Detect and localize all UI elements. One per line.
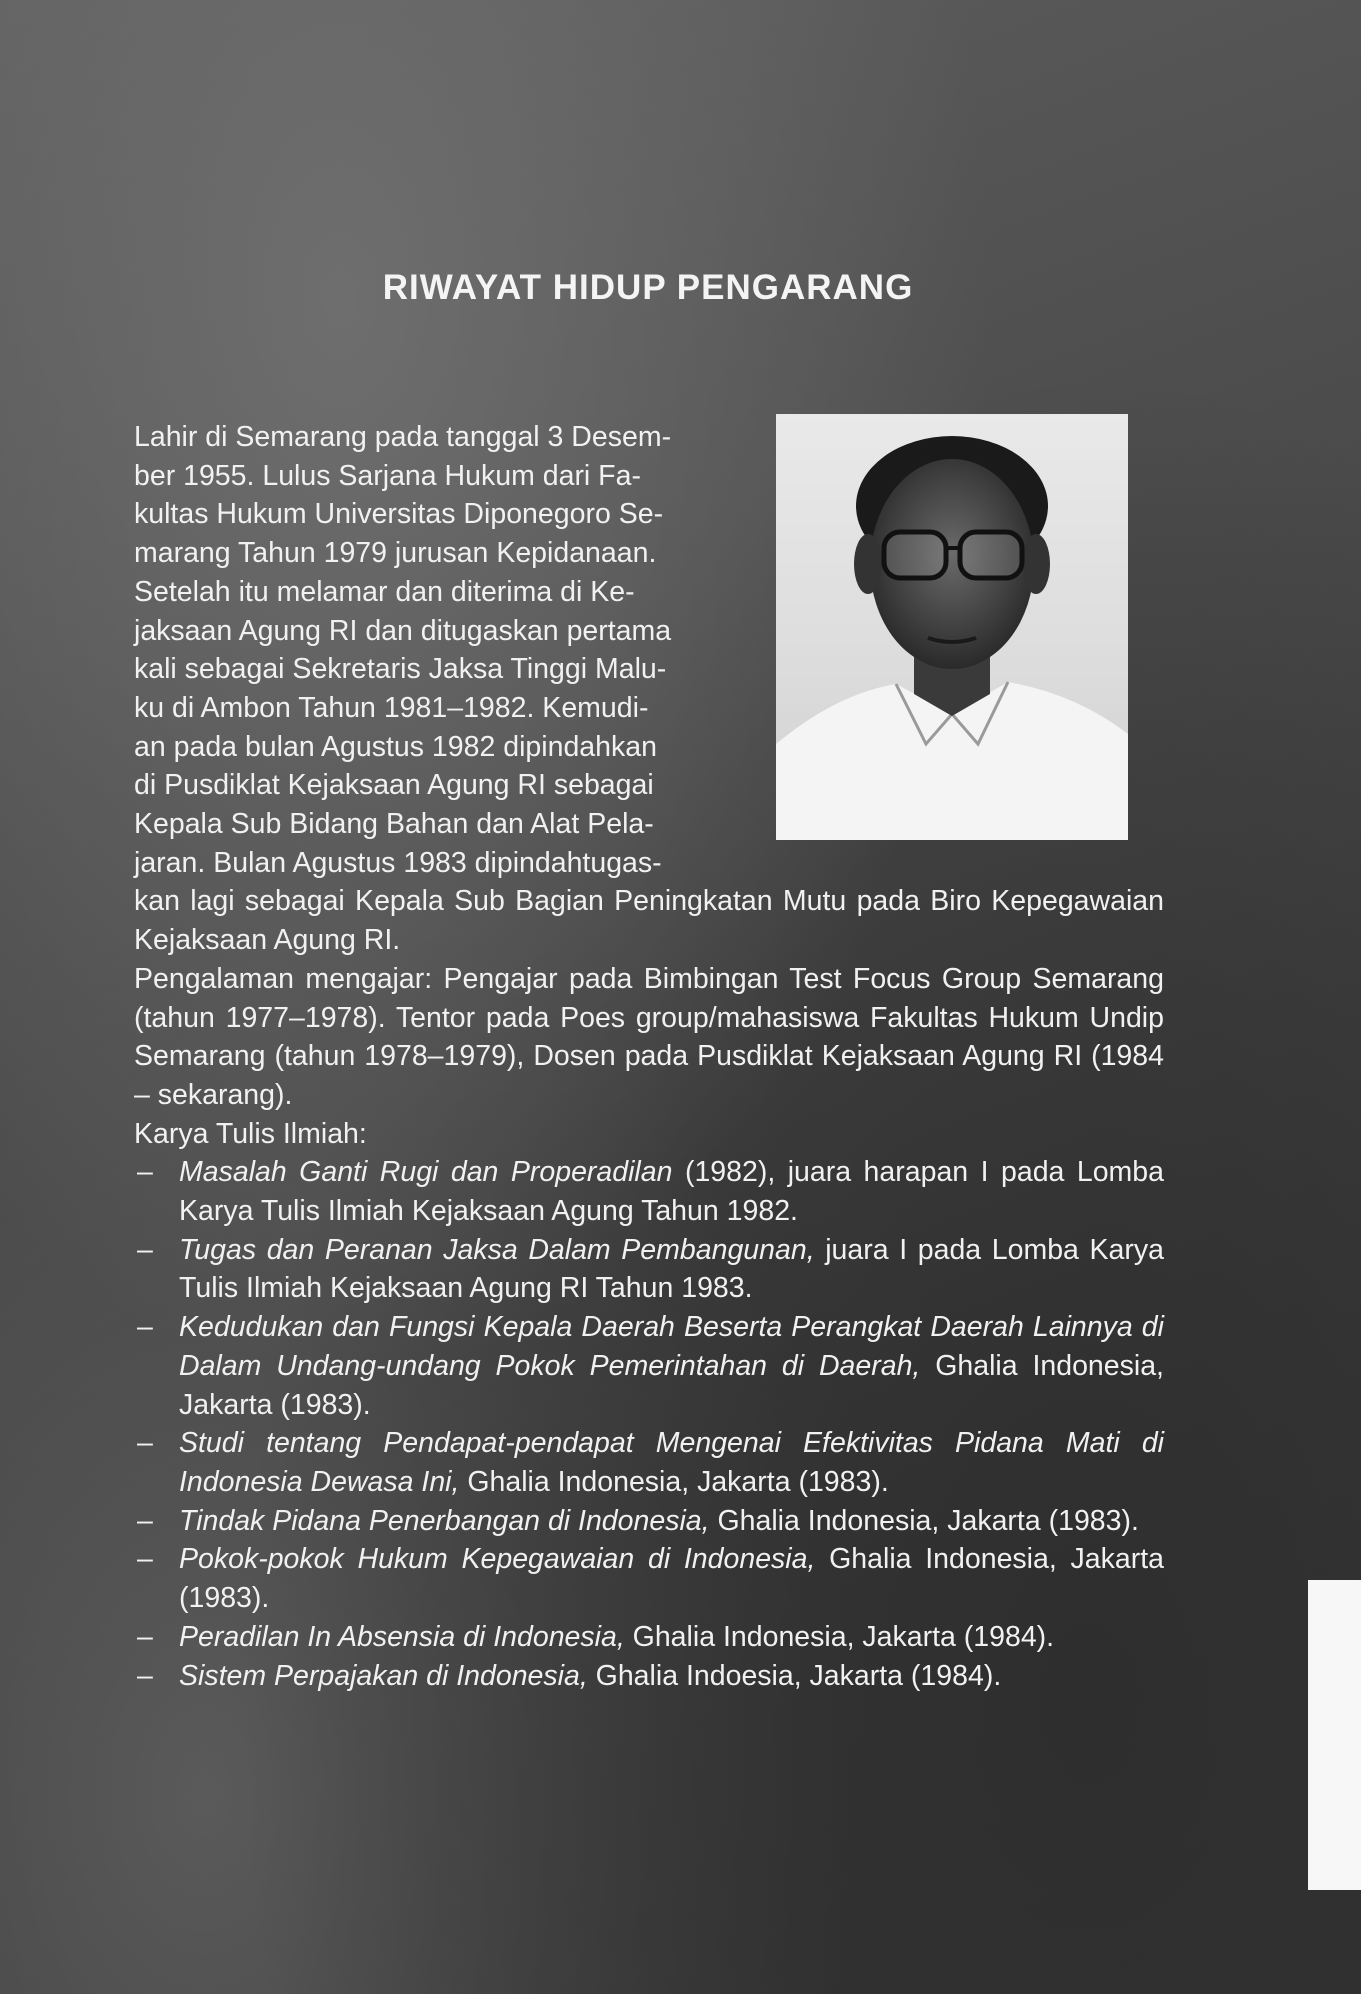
work-detail: Ghalia Indonesia, Jakarta (1984).: [624, 1620, 1055, 1653]
dash-bullet: –: [137, 1233, 153, 1266]
dash-bullet: –: [137, 1659, 153, 1692]
works-list: [134, 1153, 1164, 1695]
work-title: Sistem Perpajakan di Indonesia,: [179, 1659, 588, 1692]
works-heading: Karya Tulis Ilmiah:: [134, 1117, 367, 1150]
work-detail: Ghalia Indonesia, Jakarta (1983).: [179, 1543, 1164, 1615]
work-title: Tindak Pidana Penerbangan di Indonesia,: [179, 1504, 710, 1537]
dash-bullet: –: [137, 1504, 153, 1537]
work-detail: Ghalia Indonesia, Jakarta (1983).: [709, 1504, 1139, 1537]
bio-continuation: kan lagi sebagai Kepala Sub Bagian Peningkatan Mutu pada Biro Kepegawaian Kejaksaan Agung RI.: [134, 885, 1164, 957]
bio-line: Lahir di Semarang pada tanggal 3 Desem-: [134, 421, 672, 453]
page-title: RIWAYAT HIDUP PENGARANG: [382, 268, 914, 307]
dash-bullet: –: [137, 1427, 153, 1460]
dash-bullet: –: [137, 1311, 153, 1344]
list-item: [134, 1618, 1164, 1657]
bio-line: ku di Ambon Tahun 1981–1982. Kemudi-: [134, 691, 649, 724]
bio-line: kali sebagai Sekretaris Jaksa Tinggi Malu-: [134, 653, 667, 686]
work-detail: (1982), juara harapan I pada Lomba Karya Tulis Ilmiah Kejaksaan Agung Tahun 1982.: [179, 1156, 1164, 1228]
bio-line: kultas Hukum Universitas Diponegoro Se-: [134, 498, 664, 531]
work-title: Studi tentang Pendapat-pendapat Mengenai Efektivitas Pidana Mati di Indonesia Dewasa Ini,: [179, 1427, 1164, 1498]
work-title: Masalah Ganti Rugi dan Properadilan: [179, 1156, 673, 1189]
list-item: [134, 1657, 1164, 1696]
work-title: Tugas dan Peranan Jaksa Dalam Pembangunan,: [179, 1233, 815, 1266]
dash-bullet: –: [137, 1543, 153, 1576]
work-detail: Ghalia Indonesia, Jakarta (1983).: [179, 1349, 1164, 1421]
bio-line: Setelah itu melamar dan diterima di Ke-: [134, 575, 635, 608]
bio-line: Kepala Sub Bidang Bahan dan Alat Pela-: [134, 808, 654, 841]
bio-line: jaran. Bulan Agustus 1983 dipindahtugas-: [134, 846, 662, 879]
bio-intro: [134, 418, 738, 882]
bio-line: ber 1955. Lulus Sarjana Hukum dari Fa-: [134, 459, 641, 492]
bio-line: an pada bulan Agustus 1982 dipindahkan: [134, 730, 657, 763]
dash-bullet: –: [137, 1156, 153, 1189]
work-detail: Ghalia Indonesia, Jakarta (1983).: [459, 1465, 889, 1498]
work-title: Peradilan In Absensia di Indonesia,: [179, 1620, 625, 1653]
list-item: [134, 1502, 1164, 1541]
bio-line: marang Tahun 1979 jurusan Kepidanaan.: [134, 537, 657, 570]
label-sticker: [1308, 1580, 1361, 1890]
work-title: Pokok-pokok Hukum Kepegawaian di Indonesia,: [179, 1543, 816, 1576]
list-item: [134, 1540, 1164, 1617]
list-item: [134, 1231, 1164, 1308]
teaching-experience: Pengalaman mengajar: Pengajar pada Bimbingan Test Focus Group Semarang (tahun 1977–1978). Tentor pada Poes group/mahasiswa Fakultas Hukum Undip Semarang (tahun 1978–1979), Dosen pada Pusdiklat Kejaksaan Agung RI (1984 – sekarang).: [134, 962, 1164, 1111]
biography-text: [134, 418, 1164, 1695]
list-item: [134, 1424, 1164, 1501]
bio-line: di Pusdiklat Kejaksaan Agung RI sebagai: [134, 769, 654, 802]
list-item: [134, 1308, 1164, 1424]
work-title: Kedudukan dan Fungsi Kepala Daerah Beserta Perangkat Daerah Lainnya di Dalam Undang-undang Pokok Pemerintahan di Daerah,: [179, 1311, 1164, 1382]
dash-bullet: –: [137, 1620, 153, 1653]
work-detail: juara I pada Lomba Karya Tulis Ilmiah Kejaksaan Agung RI Tahun 1983.: [179, 1233, 1164, 1305]
bio-line: jaksaan Agung RI dan ditugaskan pertama: [134, 614, 672, 647]
list-item: [134, 1153, 1164, 1230]
work-detail: Ghalia Indoesia, Jakarta (1984).: [587, 1659, 1002, 1692]
